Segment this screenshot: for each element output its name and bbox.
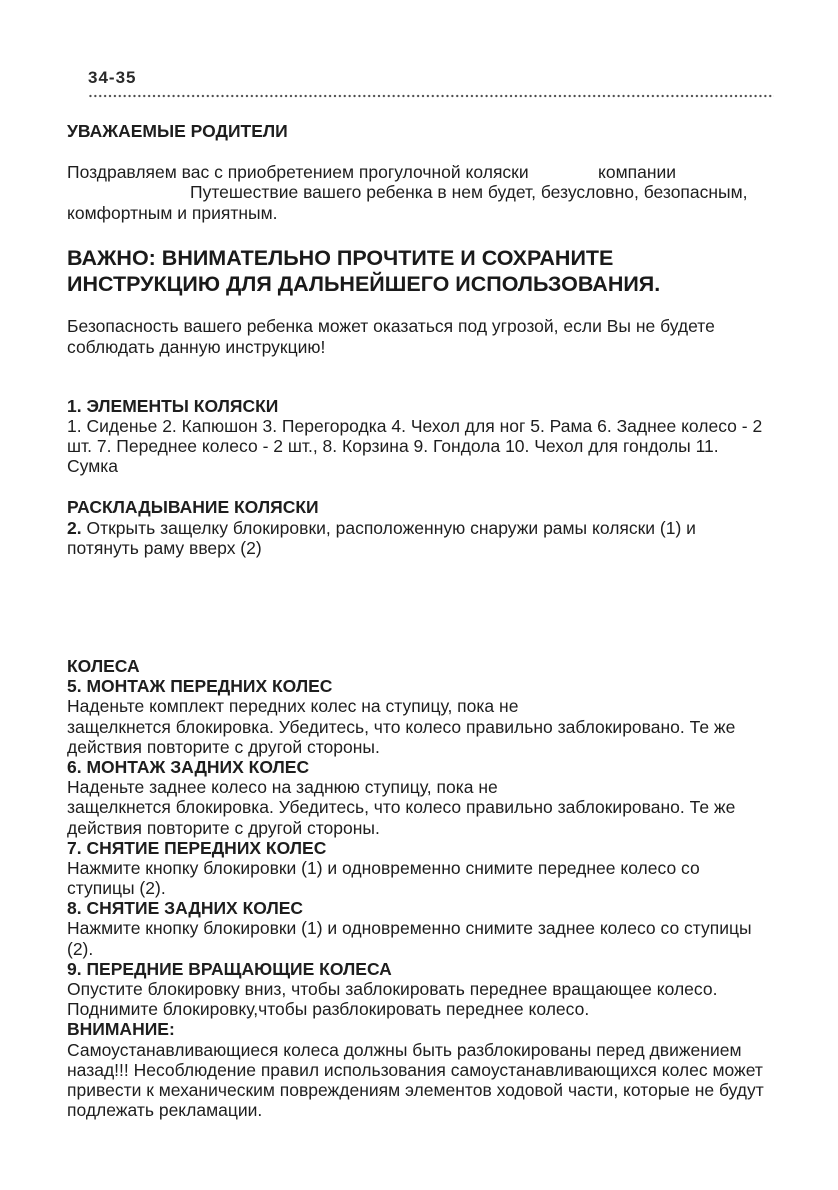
subsection-heading: 5. МОНТАЖ ПЕРЕДНИХ КОЛЕС	[67, 676, 333, 697]
unfolding-section	[67, 497, 696, 559]
wheels-line: Нажмите кнопку блокировки (1) и одновременно снимите переднее колесо со	[67, 857, 700, 878]
unfolding-line	[67, 518, 696, 539]
wheels-line: ступицы (2).	[67, 878, 166, 899]
safety-line: Безопасность вашего ребенка может оказаться под угрозой, если Вы не будете	[67, 316, 715, 336]
wheels-line: Наденьте комплект передних колес на ступицу, пока не	[67, 696, 519, 717]
important-heading	[67, 245, 660, 297]
subsection-heading: 6. МОНТАЖ ЗАДНИХ КОЛЕС	[67, 756, 310, 777]
important-line: ВАЖНО: ВНИМАТЕЛЬНО ПРОЧТИТЕ И СОХРАНИТЕ	[67, 246, 614, 270]
wheels-line: защелкнется блокировка. Убедитесь, что колесо правильно заблокировано. Те же	[67, 716, 736, 737]
greeting-paragraph	[67, 162, 748, 223]
elements-line: Сумка	[67, 456, 118, 476]
section-heading: РАСКЛАДЫВАНИЕ КОЛЯСКИ	[67, 497, 319, 517]
warning-heading: ВНИМАНИЕ:	[67, 1019, 175, 1040]
wheels-line: действия повторите с другой стороны.	[67, 817, 380, 838]
step-number: 2.	[67, 517, 82, 538]
elements-section	[67, 396, 762, 476]
important-line: ИНСТРУКЦИЮ ДЛЯ ДАЛЬНЕЙШЕГО ИСПОЛЬЗОВАНИЯ.	[67, 272, 661, 296]
wheels-line: Поднимите блокировку,чтобы разблокировать переднее колесо.	[67, 999, 590, 1020]
safety-paragraph	[67, 316, 715, 358]
warning-line: назад!!! Несоблюдение правил использования самоустанавливающихся колес может	[67, 1059, 763, 1080]
wheels-line: Опустите блокировку вниз, чтобы заблокировать переднее вращающее колесо.	[67, 979, 718, 999]
wheels-line: защелкнется блокировка. Убедитесь, что колесо правильно заблокировано. Те же	[67, 797, 736, 818]
section-heading: 1. ЭЛЕМЕНТЫ КОЛЯСКИ	[67, 396, 279, 416]
greeting-line	[67, 162, 748, 182]
elements-line: шт. 7. Переднее колесо - 2 шт., 8. Корзина 9. Гондола 10. Чехол для гондолы 11.	[67, 436, 719, 456]
greeting-line: комфортным и приятным.	[67, 202, 278, 223]
subsection-heading: 7. СНЯТИЕ ПЕРЕДНИХ КОЛЕС	[67, 837, 327, 858]
wheels-line: Нажмите кнопку блокировки (1) и одновременно снимите заднее колесо со ступицы	[67, 918, 752, 939]
greeting-line: Путешествие вашего ребенка в нем будет, безусловно, безопасным,	[190, 182, 748, 203]
wheels-line: действия повторите с другой стороны.	[67, 736, 380, 757]
subsection-heading: 8. СНЯТИЕ ЗАДНИХ КОЛЕС	[67, 898, 304, 919]
section-heading: КОЛЕСА	[67, 656, 140, 676]
page-number: 34-35	[88, 68, 137, 87]
warning-line: подлежать рекламации.	[67, 1100, 263, 1121]
warning-line: Самоустанавливающиеся колеса должны быть разблокированы перед движением	[67, 1039, 742, 1060]
wheels-line: Наденьте заднее колесо на заднюю ступицу, пока не	[67, 777, 498, 798]
wheels-line: (2).	[67, 938, 94, 959]
greeting-line-tail: компании	[598, 162, 677, 182]
elements-line: 1. Сиденье 2. Капюшон 3. Перегородка 4. Чехол для ног 5. Рама 6. Заднее колесо - 2	[67, 416, 763, 436]
greeting-heading: УВАЖАЕМЫЕ РОДИТЕЛИ	[67, 121, 288, 141]
step-text: Открыть защелку блокировки, расположенную снаружи рамы коляски (1) и	[86, 517, 696, 538]
dotted-divider	[88, 94, 774, 98]
safety-line: соблюдать данную инструкцию!	[67, 337, 326, 357]
wheels-section	[67, 656, 764, 1120]
greeting-line-text: Поздравляем вас с приобретением прогулочной коляски	[67, 162, 529, 182]
warning-line: привести к механическим повреждениям элементов ходовой части, которые не будут	[67, 1079, 764, 1100]
subsection-heading: 9. ПЕРЕДНИЕ ВРАЩАЮЩИЕ КОЛЕСА	[67, 958, 392, 979]
unfolding-line: потянуть раму вверх (2)	[67, 538, 262, 558]
